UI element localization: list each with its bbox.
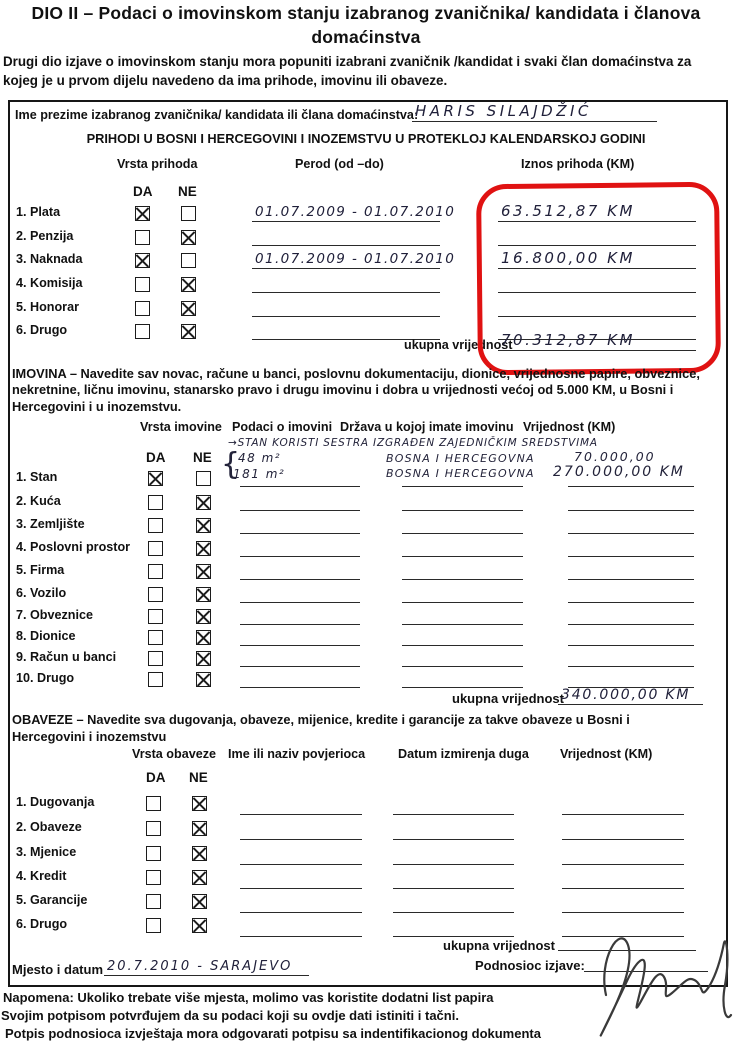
podaci-line[interactable] — [240, 468, 360, 487]
period-line[interactable]: 01.07.2009 - 01.07.2010 — [252, 203, 440, 222]
prihodi-col-vrsta: Vrsta prihoda — [117, 157, 198, 171]
note-potpis-confirm: Svojim potpisom potvrđujem da su podaci koji su ovdje dati istiniti i tačni. — [1, 1008, 459, 1023]
brace-mark: { — [221, 447, 241, 482]
podaci-line[interactable] — [240, 492, 360, 511]
prihodi-col-iznos: Iznos prihoda (KM) — [521, 157, 635, 171]
checkbox-da[interactable] — [148, 564, 163, 579]
drzava-line[interactable] — [402, 515, 523, 534]
note-napomena: Napomena: Ukoliko trebate više mjesta, molimo vas koristite dodatni list papira — [3, 990, 494, 1005]
checkbox-ne[interactable] — [181, 277, 196, 292]
datum-line[interactable] — [393, 870, 514, 889]
row-label: 2. Kuća — [16, 494, 61, 508]
period-line[interactable] — [252, 227, 440, 246]
imovina-ne-header: NE — [193, 450, 212, 465]
vrijednost-line[interactable] — [568, 468, 694, 487]
datum-line[interactable] — [393, 918, 514, 937]
imovina-da-header: DA — [146, 450, 166, 465]
podaci-line[interactable] — [240, 561, 360, 580]
checkbox-ne[interactable] — [196, 587, 211, 602]
podaci-line[interactable] — [240, 648, 360, 667]
vrijednost-line[interactable] — [562, 846, 684, 865]
datum-line[interactable] — [393, 821, 514, 840]
row-label: 5. Firma — [16, 563, 65, 577]
checkbox-da[interactable] — [146, 894, 161, 909]
ime-line[interactable] — [240, 821, 362, 840]
obaveze-col-vrijednost: Vrijednost (KM) — [560, 747, 653, 761]
obaveze-row-obaveze — [0, 820, 733, 842]
ime-line[interactable] — [240, 846, 362, 865]
vrijednost-line[interactable] — [568, 648, 694, 667]
checkbox-ne[interactable] — [192, 846, 207, 861]
checkbox-ne[interactable] — [196, 518, 211, 533]
obaveze-intro: OBAVEZE – Navedite sva dugovanja, obaveze, mijenice, kredite i garancije za takve obaveze u Bosni i Hercegovini i inozemstvu — [12, 712, 630, 744]
row-label: 10. Drugo — [16, 671, 75, 685]
imovina-row-stan — [0, 470, 733, 492]
prihodi-col-period: Perod (od –do) — [295, 157, 384, 171]
imovina-intro: IMOVINA – Navedite sav novac, račune u banci, poslovnu dokumentaciju, dionice, vrijednosne papire, obveznice, nekretnine, ličnu imovinu, stanarsko pravo i drugu imovinu i dobra u vrijednosti većoj od 5.000 KM, u Bosni i Hercegovini i u inozemstvu. — [12, 366, 700, 414]
imovina-ukupna-label: ukupna vrijednost — [452, 691, 564, 706]
drzava-line[interactable] — [402, 468, 523, 487]
iznos-line[interactable]: 16.800,00 KM — [498, 250, 696, 269]
row-label: 8. Dionice — [16, 629, 76, 643]
period-line[interactable]: 01.07.2009 - 01.07.2010 — [252, 250, 440, 269]
note-potpis-match: Potpis podnosioca izvještaja mora odgovarati potpisu sa indentifikacionog dokumenta — [5, 1026, 541, 1041]
obaveze-ne-header: NE — [189, 770, 208, 785]
podaci-line[interactable] — [240, 627, 360, 646]
row-label: 4. Poslovni prostor — [16, 540, 131, 554]
ime-line[interactable] — [240, 870, 362, 889]
row-label: 1. Stan — [16, 470, 58, 484]
checkbox-da[interactable] — [148, 471, 163, 486]
checkbox-da[interactable] — [135, 277, 150, 292]
prihodi-da-header: DA — [133, 184, 153, 199]
drzava-line[interactable] — [402, 492, 523, 511]
red-highlight-circle — [476, 182, 721, 376]
checkbox-da[interactable] — [146, 846, 161, 861]
obaveze-col-datum: Datum izmirenja duga — [398, 747, 529, 761]
row-label: 1. Plata — [16, 205, 61, 219]
vrijednost-line[interactable] — [562, 870, 684, 889]
drzava-line[interactable] — [402, 561, 523, 580]
row-label: 2. Penzija — [16, 229, 74, 243]
imovina-row-kuca — [0, 494, 733, 516]
vrijednost-line[interactable] — [562, 821, 684, 840]
vrijednost-line[interactable] — [568, 492, 694, 511]
vrijednost-line[interactable] — [568, 561, 694, 580]
vrijednost-line[interactable] — [568, 584, 694, 603]
vrijednost-line[interactable] — [568, 538, 694, 557]
checkbox-da[interactable] — [148, 609, 163, 624]
datum-line[interactable] — [393, 846, 514, 865]
checkbox-da[interactable] — [148, 672, 163, 687]
row-label: 3. Naknada — [16, 252, 83, 266]
signature — [592, 905, 733, 1040]
imovina-row-poslovni-prostor — [0, 540, 733, 562]
podaci-line[interactable] — [240, 515, 360, 534]
checkbox-da[interactable] — [146, 821, 161, 836]
checkbox-da[interactable] — [146, 918, 161, 933]
checkbox-da[interactable] — [135, 324, 150, 339]
period-line[interactable] — [252, 274, 440, 293]
row-label: 1. Dugovanja — [16, 795, 95, 809]
podaci-line[interactable] — [240, 584, 360, 603]
obaveze-row-mjenice — [0, 845, 733, 867]
podaci-line[interactable] — [240, 606, 360, 625]
checkbox-ne[interactable] — [196, 630, 211, 645]
obaveze-col-ime: Ime ili naziv povjerioca — [228, 747, 366, 761]
prihodi-ne-header: NE — [178, 184, 197, 199]
checkbox-ne[interactable] — [196, 672, 211, 687]
checkbox-ne[interactable] — [196, 541, 211, 556]
podaci-line[interactable] — [240, 669, 360, 688]
checkbox-da[interactable] — [148, 495, 163, 510]
podnosioc-label: Podnosioc izjave: — [475, 958, 585, 973]
imovina-col-drzava: Država u kojoj imate imovinu — [340, 420, 514, 434]
vrijednost-line[interactable] — [568, 606, 694, 625]
checkbox-da[interactable] — [135, 206, 150, 221]
obaveze-da-header: DA — [146, 770, 166, 785]
checkbox-da[interactable] — [148, 651, 163, 666]
checkbox-ne[interactable] — [192, 870, 207, 885]
prihodi-ukupna-value: 70.312,87 KM — [501, 331, 635, 349]
drzava-line[interactable] — [402, 669, 523, 688]
checkbox-da[interactable] — [135, 230, 150, 245]
imovina-col-vrijednost: Vrijednost (KM) — [523, 420, 616, 434]
row-label: 7. Obveznice — [16, 608, 93, 622]
checkbox-ne[interactable] — [196, 609, 211, 624]
checkbox-da[interactable] — [146, 796, 161, 811]
vrijednost-line[interactable] — [562, 796, 684, 815]
stan-country-2: BOSNA I HERCEGOVNA — [386, 467, 535, 480]
imovina-row-firma — [0, 563, 733, 585]
obaveze-row-kredit — [0, 869, 733, 891]
checkbox-ne[interactable] — [196, 495, 211, 510]
checkbox-da[interactable] — [148, 541, 163, 556]
row-label: 6. Drugo — [16, 323, 68, 337]
checkbox-ne[interactable] — [181, 301, 196, 316]
ime-line[interactable] — [240, 894, 362, 913]
checkbox-da[interactable] — [135, 253, 150, 268]
datum-line[interactable] — [393, 796, 514, 815]
checkbox-ne[interactable] — [192, 894, 207, 909]
row-label: 6. Vozilo — [16, 586, 67, 600]
checkbox-ne[interactable] — [181, 253, 196, 268]
datum-line[interactable] — [393, 894, 514, 913]
imovina-col-podaci: Podaci o imovini — [232, 420, 333, 434]
vrijednost-line[interactable] — [568, 627, 694, 646]
row-label: 4. Kredit — [16, 869, 67, 883]
checkbox-da[interactable] — [148, 587, 163, 602]
stan-annotation-handwritten: →STAN KORISTI SESTRA IZGRAĐEN ZAJEDNIČKIM SREDSTVIMA — [228, 437, 598, 449]
imovina-col-vrsta: Vrsta imovine — [140, 420, 222, 434]
obaveze-row-dugovanja — [0, 795, 733, 817]
checkbox-da[interactable] — [146, 870, 161, 885]
checkbox-ne[interactable] — [192, 796, 207, 811]
name-line[interactable] — [412, 103, 657, 122]
checkbox-ne[interactable] — [181, 206, 196, 221]
document-title: DIO II – Podaci o imovinskom stanju izabranog zvaničnika/ kandidata i članova domaćinstva — [31, 3, 701, 47]
name-label: Ime prezime izabranog zvaničnika/ kandidata ili člana domaćinstva: — [15, 108, 419, 122]
checkbox-ne[interactable] — [196, 471, 211, 486]
stan-value-2: 270.000,00 KM — [553, 464, 685, 480]
imovina-row-zemljiste — [0, 517, 733, 539]
imovina-ukupna-line[interactable] — [558, 686, 703, 705]
name-value-handwritten: HARIS SILAJDŽIĆ — [415, 102, 592, 120]
ime-line[interactable] — [240, 796, 362, 815]
mjesto-datum-value: 20.7.2010 - SARAJEVO — [107, 959, 293, 974]
mjesto-datum-label: Mjesto i datum — [12, 962, 104, 977]
row-label: 2. Obaveze — [16, 820, 82, 834]
mjesto-datum-line[interactable] — [104, 957, 309, 976]
imovina-row-vozilo — [0, 586, 733, 608]
iznos-line[interactable]: 63.512,87 KM — [498, 203, 696, 222]
ime-line[interactable] — [240, 918, 362, 937]
drzava-line[interactable] — [402, 606, 523, 625]
drzava-line[interactable] — [402, 538, 523, 557]
stan-country-1: BOSNA I HERCEGOVNA — [386, 452, 535, 465]
checkbox-da[interactable] — [148, 630, 163, 645]
row-label: 6. Drugo — [16, 917, 68, 931]
drzava-line[interactable] — [402, 584, 523, 603]
stan-area-1: 48 m² — [238, 451, 282, 465]
imovina-ukupna-value: 340.000,00 KM — [561, 687, 691, 703]
podaci-line[interactable] — [240, 538, 360, 557]
checkbox-ne[interactable] — [181, 324, 196, 339]
intro-paragraph: Drugi dio izjave o imovinskom stanju mora popuniti izabrani zvaničnik /kandidat i svaki član domaćinstva za kojeg je u prvom dijelu navedeno da ima prihode, imovinu ili obaveze. — [3, 54, 692, 89]
row-label: 5. Garancije — [16, 893, 88, 907]
vrijednost-line[interactable] — [568, 515, 694, 534]
prihodi-section-title: PRIHODI U BOSNI I HERCEGOVINI I INOZEMSTVU U PROTEKLOJ KALENDARSKOJ GODINI — [86, 131, 646, 146]
checkbox-ne[interactable] — [196, 564, 211, 579]
stan-value-1: 70.000,00 — [574, 449, 656, 464]
checkbox-ne[interactable] — [181, 230, 196, 245]
checkbox-da[interactable] — [135, 301, 150, 316]
row-label: 3. Mjenice — [16, 845, 77, 859]
drzava-line[interactable] — [402, 627, 523, 646]
checkbox-ne[interactable] — [192, 821, 207, 836]
obaveze-ukupna-label: ukupna vrijednost — [443, 938, 555, 953]
period-line[interactable] — [252, 298, 440, 317]
checkbox-ne[interactable] — [196, 651, 211, 666]
row-label: 5. Honorar — [16, 300, 79, 314]
checkbox-da[interactable] — [148, 518, 163, 533]
row-label: 3. Zemljište — [16, 517, 85, 531]
drzava-line[interactable] — [402, 648, 523, 667]
obaveze-col-vrsta: Vrsta obaveze — [132, 747, 217, 761]
row-label: 4. Komisija — [16, 276, 83, 290]
prihodi-ukupna-label: ukupna vrijednost — [404, 338, 513, 352]
stan-area-2: 181 m² — [233, 467, 286, 481]
checkbox-ne[interactable] — [192, 918, 207, 933]
row-label: 9. Račun u banci — [16, 650, 117, 664]
